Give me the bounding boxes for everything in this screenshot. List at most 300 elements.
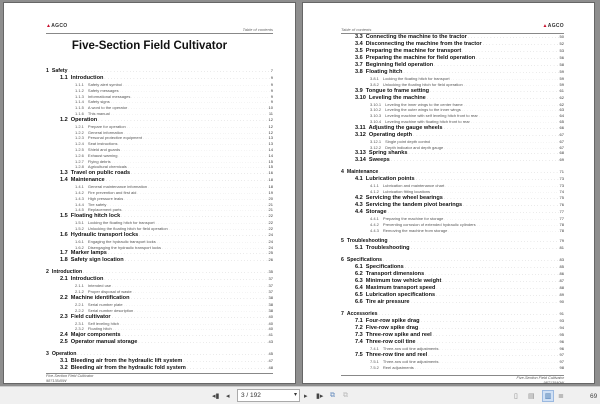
toc-title: Major components (70, 332, 121, 339)
dot-leader (183, 358, 267, 363)
toc-page-number: 43 (268, 339, 273, 345)
toc-page-number: 14 (268, 152, 273, 158)
toc-number: 6 (341, 257, 344, 264)
toc-number: 3.10.3 (370, 113, 382, 119)
toc-number: 3 (46, 351, 49, 358)
toc-page-number: 79 (559, 238, 564, 244)
toc-title: Floating hitch lock (70, 213, 121, 220)
dot-leader (442, 278, 558, 283)
toc-section[interactable] (341, 69, 564, 76)
dot-leader (471, 120, 559, 124)
dot-leader (118, 154, 267, 158)
toc-page-number: 95 (559, 332, 564, 338)
dot-leader (112, 284, 268, 288)
toc-number: 3.10.2 (370, 107, 382, 113)
toc-title: Troubleshooting (365, 245, 410, 252)
footer-code: 98713540W (543, 381, 564, 385)
dot-leader (104, 75, 269, 80)
toc-section[interactable] (341, 95, 564, 102)
toc-number: 7.1 (355, 318, 363, 325)
toc-chapter[interactable] (341, 238, 564, 245)
toc-section[interactable] (341, 132, 564, 139)
toc-title: Specifications (365, 264, 404, 271)
toc-page-number: 38 (268, 301, 273, 307)
toc-page-number: 12 (268, 123, 273, 129)
toc-section[interactable] (46, 358, 273, 365)
agco-logo: ▲AGCO (542, 23, 564, 29)
toc-page-number: 53 (559, 48, 564, 53)
toc-number: 1.2.8 (75, 164, 84, 170)
toc-page-number: 56 (559, 55, 564, 60)
toc-section[interactable] (46, 365, 273, 372)
toc-section[interactable] (341, 264, 564, 271)
toc-page-number: 7 (270, 68, 273, 73)
dot-leader (124, 131, 268, 135)
toc-title: Three-row tine and reel (365, 352, 428, 359)
dot-leader (411, 299, 559, 304)
next-page-icon[interactable]: ▸ (304, 393, 308, 400)
toc-title: Connecting the machine to the tractor (365, 34, 467, 40)
toc-page-number: 40 (268, 326, 273, 332)
toc-section[interactable] (341, 299, 564, 306)
toc-number: 1.6.2 (75, 244, 84, 250)
dot-leader (106, 177, 268, 182)
dot-leader (413, 132, 558, 137)
dot-leader (462, 108, 559, 112)
toc-page-number: 15 (268, 164, 273, 170)
dot-leader (383, 257, 558, 262)
dot-leader (127, 125, 268, 129)
toc-number: 1.2.3 (75, 135, 84, 141)
toc-title: Introduction (51, 269, 83, 276)
toc-chapter[interactable] (341, 169, 564, 176)
toc-page-number: 96 (559, 339, 564, 345)
dot-leader (122, 332, 268, 337)
toc-page-number: 94 (559, 325, 564, 331)
toc-title: Lubrication specifications (365, 292, 436, 299)
toc-section[interactable] (341, 195, 564, 202)
toc-number: 1.4.4 (75, 201, 84, 207)
toc-section[interactable] (341, 332, 564, 339)
dot-leader (444, 217, 558, 221)
toc-page-number: 11 (268, 110, 273, 116)
toc-page-number: 74 (559, 189, 564, 195)
dot-leader (121, 213, 267, 218)
toc-section[interactable] (46, 250, 273, 257)
toc-section[interactable] (46, 75, 273, 82)
toc-chapter[interactable] (46, 351, 273, 358)
dot-leader (431, 190, 559, 194)
toc-page-number: 83 (559, 257, 564, 263)
page-title: Five-Section Field Cultivator (71, 40, 228, 52)
toc-title: Safety sign location (70, 257, 124, 264)
toc-page-number: 9 (270, 93, 273, 99)
toc-page-number: 73 (559, 176, 564, 182)
toc-title: Informational messages (87, 93, 131, 99)
toc-number: 1.5.1 (75, 220, 84, 226)
toc-page-number: 85 (559, 264, 564, 270)
toc-page-number: 61 (559, 87, 564, 93)
toc-number: 2.3 (60, 313, 68, 320)
first-page-icon[interactable]: ◂▮ (212, 393, 220, 400)
toc-number: 1.6 (60, 231, 68, 238)
toc-section[interactable] (341, 62, 564, 69)
toc-subsection[interactable] (341, 365, 564, 371)
toc-title: High pressure leaks (87, 195, 124, 201)
toc-title: Single point depth control (385, 138, 431, 144)
dot-leader (143, 136, 268, 140)
toc-title: Introduction (70, 75, 104, 81)
toc-page-number: 87 (559, 278, 564, 284)
toc-page-number: 22 (268, 213, 273, 219)
dot-leader (463, 202, 558, 207)
toc-section[interactable] (46, 170, 273, 177)
toc-number: 5 (341, 238, 344, 245)
toc-title: Replacement parts (87, 207, 122, 213)
toc-title: Locking the floating hitch for transport (87, 220, 155, 226)
toc-number: 3.6 (355, 55, 363, 61)
toc-section[interactable] (46, 232, 273, 239)
toc-title: Leveling the outer wings to the inner wings (385, 107, 461, 113)
toc-section[interactable] (341, 352, 564, 359)
footer-title: Five-Section Field Cultivator (516, 376, 564, 380)
toc-title: General information (87, 129, 124, 135)
toc-title: Travel on public roads (70, 170, 131, 177)
toc-title: This manual (87, 110, 110, 116)
toc-section[interactable] (341, 285, 564, 292)
toc-page-number: 75 (559, 194, 564, 200)
two-page-continuous-view-icon[interactable]: ≣ (558, 393, 564, 400)
toc-number: 1.1.6 (75, 110, 84, 116)
toc-number: 1.4.3 (75, 195, 84, 201)
dot-leader (416, 176, 559, 181)
toc-section[interactable] (341, 325, 564, 332)
toc-number: 1.2 (60, 116, 68, 123)
toc-section[interactable] (341, 245, 564, 252)
toc-page-number: 77 (559, 215, 564, 221)
toc-section[interactable] (341, 48, 564, 55)
toc-section[interactable] (341, 202, 564, 209)
toc-title: Leveling machine with self leveling hitch front to rear (385, 113, 478, 119)
toc-section[interactable] (341, 41, 564, 48)
dot-leader (187, 365, 268, 370)
dot-leader (483, 41, 559, 46)
toc-section[interactable] (341, 271, 564, 278)
toc-title: Field cultivator (70, 313, 111, 320)
toc-right (341, 34, 564, 371)
toc-number: 1.2.5 (75, 146, 84, 152)
toc-number: 2.1.2 (75, 289, 84, 295)
toc-page-number: 25 (268, 250, 273, 256)
toc-section[interactable] (341, 339, 564, 346)
dot-leader (444, 195, 559, 200)
toc-number: 2.2.2 (75, 307, 84, 313)
dot-leader (436, 292, 558, 297)
toc-number: 1.2.1 (75, 123, 84, 129)
dot-leader (83, 269, 267, 274)
toc-section[interactable] (341, 278, 564, 285)
two-page-view-icon[interactable]: ▥ (542, 390, 554, 402)
dot-leader (128, 165, 268, 169)
toc-number: 5.1 (355, 245, 363, 252)
toc-title: Safety alert symbol (87, 82, 122, 87)
toc-title: Operator manual storage (70, 339, 138, 346)
dot-leader (162, 246, 267, 250)
toc-title: Intended use (87, 283, 112, 289)
toc-title: Lubrication points (365, 176, 415, 183)
toc-number: 7 (341, 311, 344, 318)
toc-number: 3.8.1 (370, 76, 379, 81)
toc-chapter[interactable] (341, 257, 564, 264)
toc-number: 3.9 (355, 87, 363, 94)
dot-leader (156, 221, 268, 225)
toc-title: Operation (70, 116, 98, 123)
toc-title: Serial number description (87, 307, 134, 313)
toc-section[interactable] (46, 332, 273, 339)
dot-leader (379, 169, 558, 174)
toc-number: 2.3.1 (75, 320, 84, 326)
toc-number: 3.8.2 (370, 81, 379, 87)
toc-number: 6.6 (355, 299, 363, 306)
toc-number: 7.5.1 (370, 359, 379, 365)
toc-number: 3.13 (355, 150, 366, 157)
toc-title: Servicing the tandem pivot bearings (365, 201, 463, 208)
toc-subsection[interactable] (341, 228, 564, 234)
dot-leader (462, 48, 558, 53)
toc-title: Serial number plate (87, 301, 123, 307)
toc-number: 7.5.2 (370, 364, 379, 370)
dot-leader (118, 142, 267, 146)
toc-section[interactable] (341, 209, 564, 216)
header-label: Table of contents (341, 27, 372, 32)
toc-number: 1.2.7 (75, 158, 84, 164)
toc-section[interactable] (46, 276, 273, 283)
toc-title: A word to the operator (87, 105, 128, 111)
dot-leader (419, 325, 558, 330)
toc-title: Specifications (346, 257, 383, 264)
toc-section[interactable] (46, 117, 273, 124)
toc-number: 2 (46, 269, 49, 276)
toc-page-number: 93 (559, 318, 564, 324)
toc-section[interactable] (341, 34, 564, 41)
toc-page-number: 19 (268, 189, 273, 195)
toc-number: 2.2 (60, 294, 68, 301)
page-number-input[interactable] (237, 389, 300, 402)
toc-page-number: 81 (559, 245, 564, 251)
dot-leader (445, 184, 558, 188)
toc-title: Shield and guards (87, 146, 121, 152)
toc-number: 1 (46, 68, 49, 74)
single-page-view-icon[interactable]: ▯ (514, 393, 518, 400)
dot-leader (436, 285, 558, 290)
toc-section[interactable] (341, 125, 564, 132)
toc-number: 4.1 (355, 176, 363, 183)
toc-number: 1.6.1 (75, 238, 84, 244)
toc-section[interactable] (46, 213, 273, 220)
toc-number: 3.12 (355, 131, 366, 138)
toc-page-number: 13 (268, 135, 273, 141)
toc-section[interactable] (46, 295, 273, 302)
dot-leader (139, 232, 267, 237)
toc-title: Self leveling hitch (87, 320, 120, 326)
toc-title: Maximum transport speed (365, 285, 436, 292)
paste-icon[interactable]: ⧉ (343, 392, 348, 399)
toc-number: 4 (341, 169, 344, 176)
toc-number: 4.2 (355, 194, 363, 201)
toc-section[interactable] (341, 318, 564, 325)
previous-page-icon[interactable]: ◂ (226, 393, 230, 400)
toc-title: Proper disposal of waste (87, 289, 132, 295)
toc-page-number: 69 (559, 157, 564, 163)
toc-title: Sweeps (368, 157, 390, 164)
toc-page-number: 37 (268, 289, 273, 295)
dot-leader (403, 69, 558, 74)
toc-page-number: 22 (268, 225, 273, 231)
footer-code: 98713540W (46, 379, 67, 383)
toc-title: Leveling the machine (368, 94, 426, 101)
header-label: Table of contents (242, 27, 273, 32)
toc-number: 4.4.2 (370, 221, 379, 227)
toc-page-number: 9 (270, 87, 273, 93)
dot-leader (128, 106, 267, 110)
footer-title: Five-Section Field Cultivator (46, 374, 94, 378)
toc-page-number: 22 (268, 220, 273, 226)
toc-chapter[interactable] (341, 311, 564, 318)
toc-title: Personal protective equipment (87, 135, 142, 141)
zoom-level[interactable]: 69 (590, 392, 598, 400)
toc-title: Floating hitch (365, 69, 403, 75)
toc-title: Depth indicator and depth gauge (385, 144, 444, 150)
toc-number: 7.5 (355, 352, 363, 359)
dot-leader (391, 157, 559, 162)
toc-page-number: 86 (559, 271, 564, 277)
toc-title: Fire prevention and first aid (87, 189, 137, 195)
dot-leader (464, 103, 559, 107)
toc-page-number: 16 (268, 170, 273, 176)
toc-title: Preparing the machine for field operation (365, 55, 476, 61)
toc-page-number: 76 (559, 201, 564, 207)
toc-page-number: 98 (559, 364, 564, 370)
dot-leader (405, 264, 559, 269)
toc-title: Lubrication and maintenance chart (382, 183, 445, 189)
toc-page-number: 10 (268, 105, 273, 111)
toc-page-number: 37 (268, 283, 273, 289)
dot-leader (476, 55, 558, 60)
toc-page-number: 45 (268, 351, 273, 357)
toc-section[interactable] (46, 339, 273, 346)
toc-title: Bleeding air from the hydraulic fold system (70, 365, 186, 372)
toc-number: 3.14 (355, 157, 366, 164)
toc-page-number: 64 (559, 113, 564, 119)
toc-page-number: 96 (559, 346, 564, 352)
toc-section[interactable] (46, 314, 273, 321)
dot-leader (112, 160, 268, 164)
toc-title: General maintenance information (87, 184, 148, 190)
toc-title: Bleeding air from the hydraulic lift system (70, 358, 183, 365)
page-right (302, 2, 595, 384)
toc-title: Disconnecting the machine from the tractor (365, 41, 482, 47)
last-page-icon[interactable]: ▮▸ (316, 393, 324, 400)
toc-number: 1.2.4 (75, 141, 84, 147)
toc-number: 2.3.2 (75, 326, 84, 332)
toc-page-number: 73 (559, 183, 564, 189)
dot-leader (417, 339, 559, 344)
toc-title: Maintenance (70, 177, 105, 184)
toc-page-number: 91 (559, 311, 564, 317)
toc-title: Storage (365, 208, 387, 215)
toc-page-number: 18 (268, 184, 273, 190)
toc-section[interactable] (341, 292, 564, 299)
toc-page-number: 97 (559, 352, 564, 358)
toc-number: 1.3 (60, 170, 68, 177)
navigation-toolbar (0, 386, 600, 404)
dot-leader (434, 62, 558, 67)
dot-leader (439, 347, 558, 351)
toc-section[interactable] (46, 257, 273, 264)
toc-page-number: 90 (559, 299, 564, 305)
dot-leader (134, 309, 267, 313)
page-indicator: 3 / 192 (241, 392, 261, 399)
toc-section[interactable] (341, 55, 564, 62)
toc-section[interactable] (341, 88, 564, 95)
toc-number: 1.5 (60, 213, 68, 220)
toc-section[interactable] (341, 157, 564, 164)
toc-number: 3.10.1 (370, 101, 382, 107)
copy-icon[interactable]: ⧉ (330, 392, 335, 399)
toc-page-number: 66 (559, 124, 564, 130)
toc-page-number: 62 (559, 94, 564, 100)
toc-number: 4.4.3 (370, 227, 379, 233)
toc-number: 6.4 (355, 285, 363, 292)
toc-section[interactable] (341, 150, 564, 157)
toc-title: Tire air pressure (365, 299, 410, 306)
dot-leader (464, 83, 559, 87)
toc-title: Hydraulic transport locks (70, 231, 139, 238)
toc-page-number: 59 (559, 81, 564, 87)
toc-page-number: 20 (268, 195, 273, 201)
toc-page-number: 50 (559, 34, 564, 39)
toc-number: 3.1 (60, 358, 68, 365)
toc-chapter[interactable] (46, 269, 273, 276)
dot-leader (428, 352, 558, 357)
continuous-view-icon[interactable]: ▤ (528, 393, 535, 400)
toc-title: Four-row spike drag (365, 318, 420, 325)
dot-leader (477, 223, 559, 227)
chevron-down-icon[interactable]: ▾ (293, 392, 297, 398)
dot-leader (113, 327, 268, 331)
toc-section[interactable] (341, 176, 564, 183)
toc-number: 3.2 (60, 365, 68, 372)
toc-title: Floating hitch (87, 326, 112, 332)
toc-title: Operation (51, 351, 77, 358)
dot-leader (451, 77, 559, 81)
dot-leader (68, 68, 269, 73)
toc-title: Locking the floating hitch for transport (382, 76, 450, 81)
dot-leader (124, 303, 268, 307)
toc-title: Seat instructions (87, 141, 118, 147)
toc-number: 1.8 (60, 257, 68, 264)
dot-leader (411, 245, 559, 250)
dot-leader (389, 238, 559, 243)
toc-number: 2.2.1 (75, 301, 84, 307)
dot-leader (427, 95, 559, 100)
dot-leader (124, 197, 267, 201)
toc-section[interactable] (46, 177, 273, 184)
toc-number: 1.2.2 (75, 129, 84, 135)
toc-chapter[interactable] (46, 68, 273, 75)
toc-page-number: 24 (268, 238, 273, 244)
toc-page-number: 48 (268, 365, 273, 371)
